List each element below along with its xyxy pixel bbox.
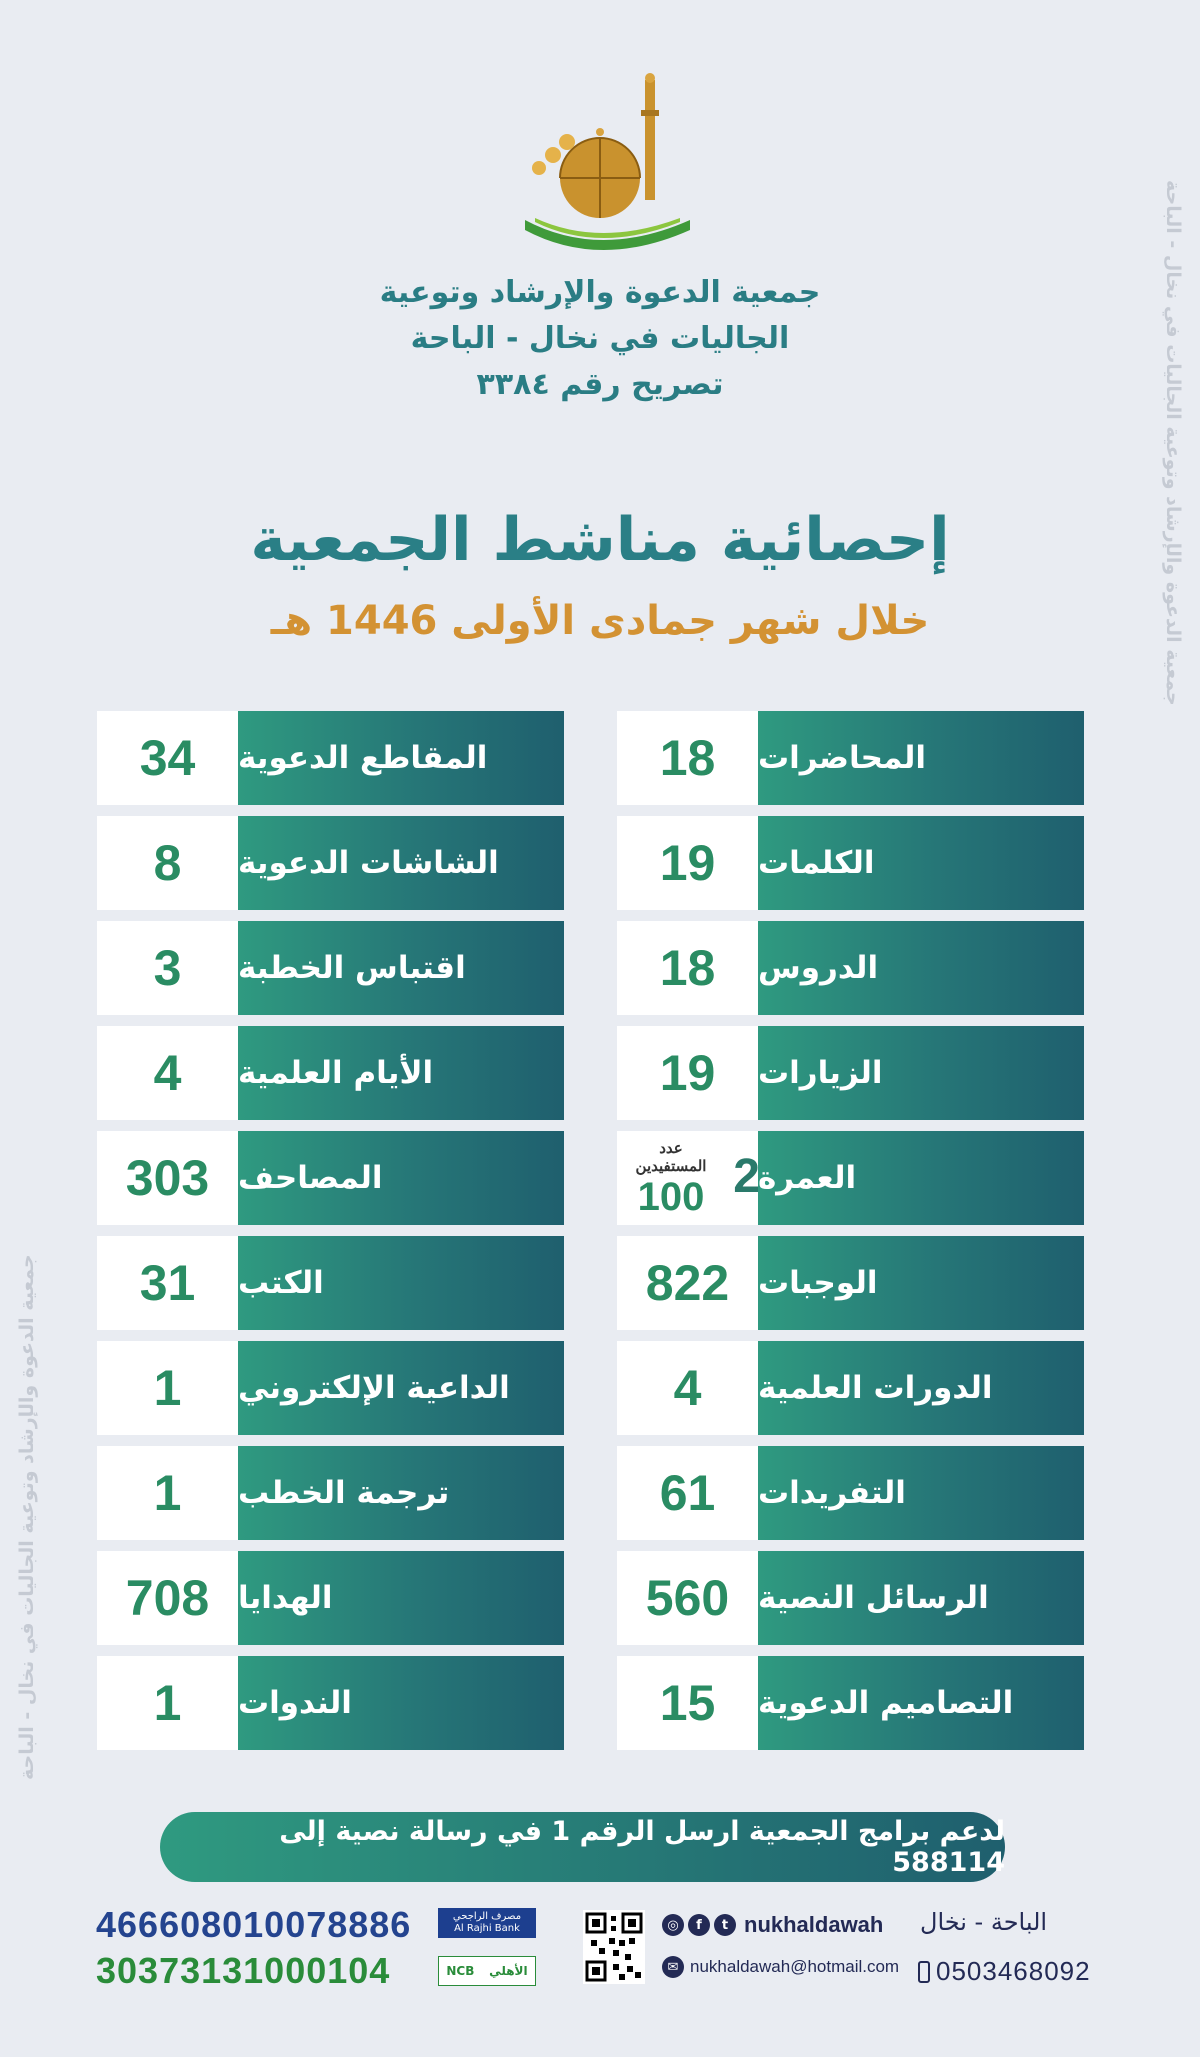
stat-value: 560	[617, 1551, 758, 1645]
stat-label: التفريدات	[758, 1446, 1084, 1540]
city-location: الباحة - نخال	[920, 1908, 1048, 1936]
stat-row	[97, 921, 564, 1015]
stat-value: 31	[97, 1236, 238, 1330]
stat-value: 3	[97, 921, 238, 1015]
mobile-phone-icon	[918, 1961, 930, 1983]
stat-row-umrah	[617, 1131, 1084, 1225]
rajhi-account-number: 466608010078886	[96, 1904, 412, 1945]
twitter-icon[interactable]: t	[714, 1914, 736, 1936]
phone-number[interactable]: 0503468092	[936, 1956, 1091, 1986]
stat-label: العمرة	[758, 1131, 1084, 1225]
instagram-icon[interactable]: ◎	[662, 1914, 684, 1936]
organization-name	[300, 270, 900, 408]
sms-support-banner: لدعم برامج الجمعية ارسل الرقم 1 في رسالة نصية إلى 588114	[160, 1812, 1005, 1882]
stat-label: الدروس	[758, 921, 1084, 1015]
ncb-bank-logo	[438, 1956, 536, 1986]
stat-value: 15	[617, 1656, 758, 1750]
stat-value: 1	[97, 1656, 238, 1750]
stat-value: 34	[97, 711, 238, 805]
stat-label: اقتباس الخطبة	[238, 921, 564, 1015]
side-watermark-left: جمعية الدعوة والإرشاد وتوعية الجاليات في نخال - الباحة	[16, 1254, 38, 1780]
umrah-count: 2	[733, 1150, 760, 1203]
stat-label: الكلمات	[758, 816, 1084, 910]
stat-value: 4	[617, 1341, 758, 1435]
stat-value: 8	[97, 816, 238, 910]
stat-label: الندوات	[238, 1656, 564, 1750]
stat-value: 4	[97, 1026, 238, 1120]
stat-row	[617, 1026, 1084, 1120]
page-title: إحصائية مناشط الجمعية	[250, 505, 950, 575]
stat-value	[617, 1131, 758, 1225]
email-icon: ✉	[662, 1956, 684, 1978]
rajhi-bank-logo	[438, 1908, 536, 1938]
stat-row	[97, 816, 564, 910]
stat-row	[97, 1131, 564, 1225]
stat-row	[97, 711, 564, 805]
stat-value: 1	[97, 1341, 238, 1435]
stat-row	[97, 1026, 564, 1120]
stat-row	[617, 1341, 1084, 1435]
stat-row	[617, 816, 1084, 910]
org-license: تصريح رقم ٣٣٨٤	[476, 367, 724, 402]
stat-label: الدورات العلمية	[758, 1341, 1084, 1435]
stat-row	[97, 1551, 564, 1645]
stat-row	[617, 921, 1084, 1015]
mosque-logo-icon	[505, 70, 705, 270]
stat-label: التصاميم الدعوية	[758, 1656, 1084, 1750]
phone-contact	[918, 1956, 1091, 1987]
rajhi-bank-name-ar: مصرف الراجحي	[452, 1911, 522, 1922]
stat-label: الهدايا	[238, 1551, 564, 1645]
stat-label: المقاطع الدعوية	[238, 711, 564, 805]
beneficiaries-count: 100	[637, 1175, 705, 1219]
stat-row	[617, 1236, 1084, 1330]
qr-code-icon[interactable]	[583, 1910, 645, 1984]
stat-label: ترجمة الخطب	[238, 1446, 564, 1540]
stat-value: 18	[617, 711, 758, 805]
stat-label: الوجبات	[758, 1236, 1084, 1330]
stat-value: 19	[617, 816, 758, 910]
stat-label: الرسائل النصية	[758, 1551, 1084, 1645]
stat-row	[617, 711, 1084, 805]
stat-label: الأيام العلمية	[238, 1026, 564, 1120]
stat-label: المصاحف	[238, 1131, 564, 1225]
ncb-bank-name-en: NCB	[446, 1964, 475, 1978]
side-watermark-right: جمعية الدعوة والإرشاد وتوعية الجاليات في نخال - الباحة	[1162, 180, 1184, 706]
stat-row	[617, 1446, 1084, 1540]
org-line-2: الجاليات في نخال - الباحة	[410, 321, 790, 356]
facebook-icon[interactable]: f	[688, 1914, 710, 1936]
stats-column-left	[97, 711, 564, 1761]
stat-value: 708	[97, 1551, 238, 1645]
stat-value: 18	[617, 921, 758, 1015]
beneficiaries	[625, 1139, 717, 1220]
ncb-account-number: 30373131000104	[96, 1950, 391, 1991]
stat-row	[97, 1236, 564, 1330]
stat-label: الداعية الإلكتروني	[238, 1341, 564, 1435]
stat-label: المحاضرات	[758, 711, 1084, 805]
page-subtitle: خلال شهر جمادى الأولى 1446 هـ	[270, 598, 930, 644]
beneficiaries-label: عدد المستفيدين	[635, 1140, 707, 1175]
stat-row	[617, 1656, 1084, 1750]
stat-value: 61	[617, 1446, 758, 1540]
stat-value: 303	[97, 1131, 238, 1225]
stat-row	[97, 1446, 564, 1540]
stat-label: الزيارات	[758, 1026, 1084, 1120]
email-address[interactable]: nukhaldawah@hotmail.com	[690, 1957, 900, 1976]
social-links	[662, 1910, 883, 1940]
stat-label: الكتب	[238, 1236, 564, 1330]
stat-value: 19	[617, 1026, 758, 1120]
org-line-1: جمعية الدعوة والإرشاد وتوعية	[379, 275, 821, 310]
email-contact	[662, 1956, 899, 1978]
stat-row	[97, 1656, 564, 1750]
stat-value: 1	[97, 1446, 238, 1540]
stats-column-right	[617, 711, 1084, 1761]
social-handle[interactable]: nukhaldawah	[744, 1912, 884, 1937]
stat-label: الشاشات الدعوية	[238, 816, 564, 910]
stat-row	[97, 1341, 564, 1435]
rajhi-bank-name-en: Al Rajhi Bank	[454, 1923, 520, 1934]
stat-value: 822	[617, 1236, 758, 1330]
stat-row	[617, 1551, 1084, 1645]
ncb-bank-name-ar: الأهلي	[489, 1964, 528, 1978]
